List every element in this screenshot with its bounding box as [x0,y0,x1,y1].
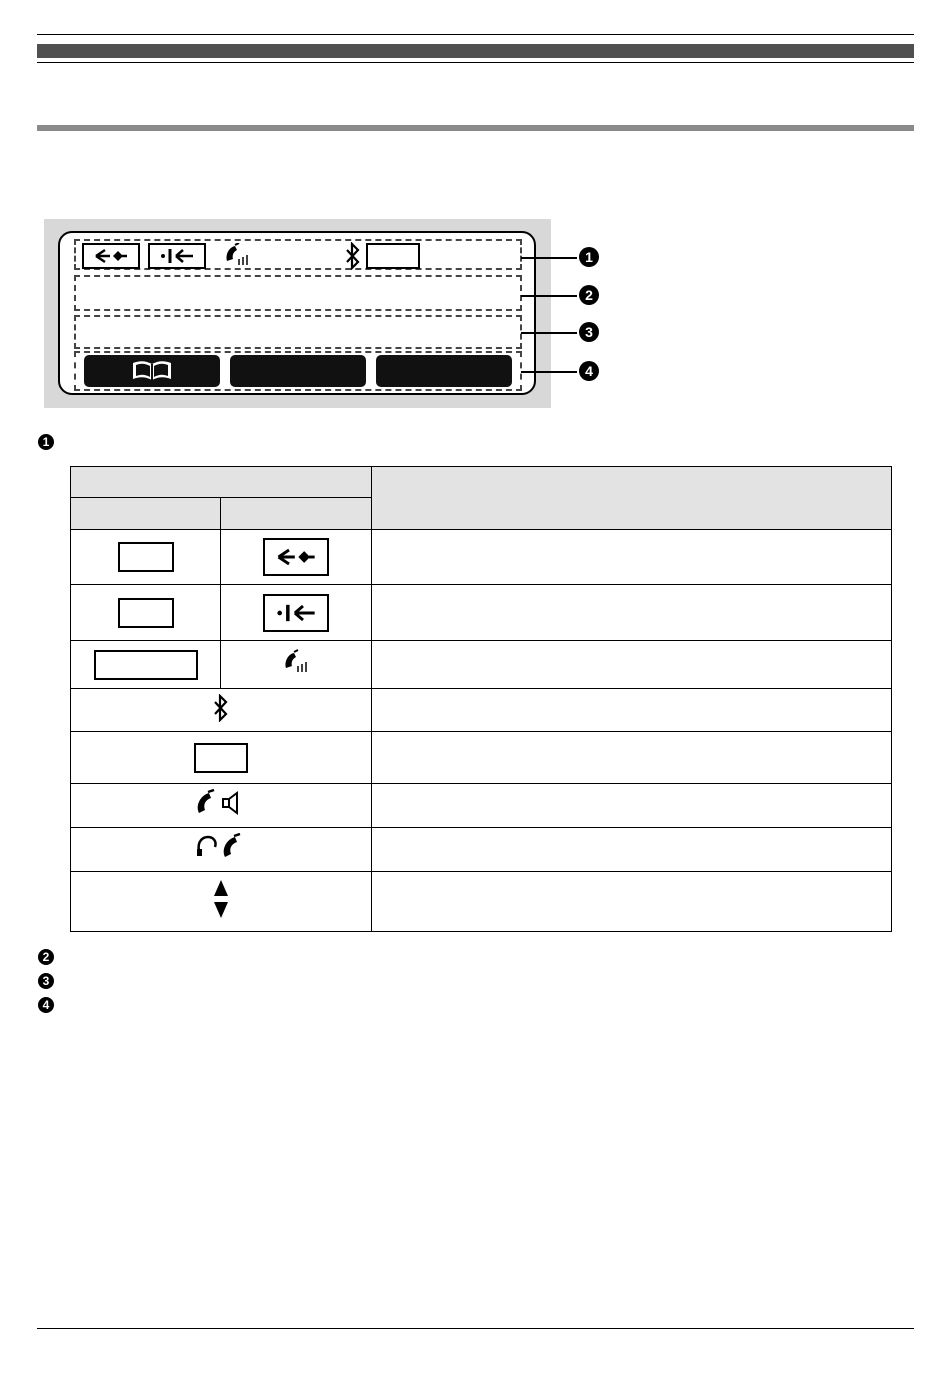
table-cell-meaning [372,641,892,689]
section-rule [37,125,914,131]
icon-table [70,466,892,932]
table-row [71,689,892,732]
text-label-box [118,542,174,572]
footer-rule [37,1328,914,1329]
lcd-status-box [366,243,420,269]
table-row [71,828,892,872]
table-cell-meaning [372,784,892,828]
table-row [71,872,892,932]
callout-2: 2 [579,285,599,305]
table-row [71,585,892,641]
callout-1: 1 [579,247,599,267]
soft-key-left[interactable] [84,355,220,387]
lcd-screen [58,231,536,395]
header-bar [37,44,914,58]
handset-speaker-icon [193,789,249,822]
leader-line-3 [521,332,577,334]
callout-3: 3 [579,322,599,342]
lcd-area-1 [74,239,522,270]
table-cell-meaning [372,689,892,732]
table-row [71,530,892,585]
bluetooth-icon [344,242,362,275]
missed-call-icon [263,594,329,632]
note-marker-3: 3 [38,973,54,989]
header-rule-top [37,34,914,35]
table-cell-meaning [372,530,892,585]
scroll-arrows-icon [212,878,230,925]
table-row [71,732,892,784]
note-marker-4: 4 [38,997,54,1013]
table-subheader-1 [71,498,221,530]
lcd-diagram [44,219,551,408]
blank-box [194,743,248,773]
note-marker-2: 2 [38,949,54,965]
table-cell-meaning [372,828,892,872]
soft-key-middle[interactable] [230,355,366,387]
answer-icon [263,538,329,576]
table-row [71,641,892,689]
leader-line-1 [521,257,577,259]
phonebook-icon [129,359,175,383]
headset-icon [193,833,249,866]
missed-call-icon [148,243,206,269]
lcd-area-2 [74,275,522,311]
leader-line-4 [521,371,577,373]
answer-icon [82,243,140,269]
ringer-off-icon [223,243,251,272]
text-label-box [94,650,198,680]
soft-key-right[interactable] [376,355,512,387]
table-cell-meaning [372,732,892,784]
lcd-area-3 [74,315,522,349]
note-marker-1: 1 [38,434,54,450]
bluetooth-icon [212,694,230,727]
leader-line-2 [521,295,577,297]
table-row [71,784,892,828]
table-header-icon [71,467,372,498]
callout-4: 4 [579,361,599,381]
text-label-box [118,598,174,628]
table-cell-meaning [372,585,892,641]
table-subheader-2 [221,498,372,530]
table-header-meaning [372,467,892,530]
ringer-off-icon [282,649,310,680]
header-rule-bottom [37,62,914,63]
table-cell-meaning [372,872,892,932]
